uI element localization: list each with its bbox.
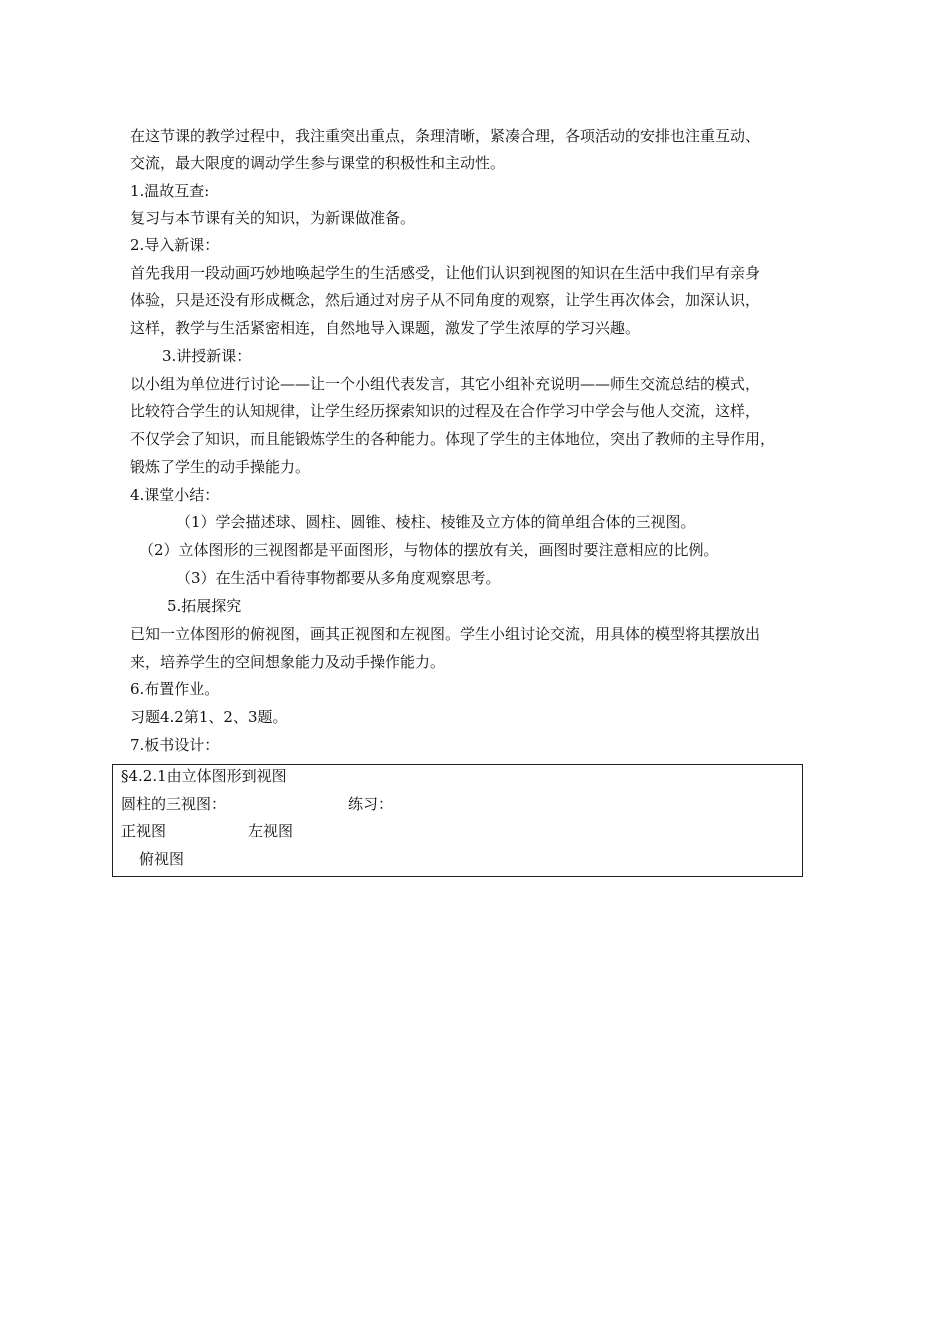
board-top-view: 俯视图 [139,850,185,868]
heading-teaching: 3.讲授新课： [162,347,252,365]
heading-intro-new: 2.导入新课： [130,236,220,254]
paragraph-intro-new-line-3: 这样，教学与生活紧密相连，自然地导入课题，激发了学生浓厚的学习兴趣。 [130,319,641,337]
paragraph-intro-new-line-1: 首先我用一段动画巧妙地唤起学生的生活感受，让他们认识到视图的知识在生活中我们早有亲身 [130,264,761,282]
heading-review: 1.温故互查: [130,182,210,200]
paragraph-intro-line-2: 交流，最大限度的调动学生参与课堂的积极性和主动性。 [130,154,506,172]
board-practice-label: 练习： [348,795,394,813]
paragraph-teaching-line-2: 比较符合学生的认知规律，让学生经历探索知识的过程及在合作学习中学会与他人交流，这样， [130,402,761,420]
board-title: §4.2.1由立体图形到视图 [121,767,287,785]
heading-board-design: 7.板书设计： [130,736,220,754]
summary-item-1: （1）学会描述球、圆柱、圆锥、棱柱、棱锥及立方体的简单组合体的三视图。 [176,513,696,531]
paragraph-extension-line-2: 来，培养学生的空间想象能力及动手操作能力。 [130,653,446,671]
paragraph-teaching-line-3: 不仅学会了知识，而且能锻炼学生的各种能力。体现了学生的主体地位，突出了教师的主导作用， [130,430,776,448]
paragraph-teaching-line-1: 以小组为单位进行讨论——让一个小组代表发言，其它小组补充说明——师生交流总结的模式， [130,375,761,393]
paragraph-review: 复习与本节课有关的知识，为新课做准备。 [130,209,416,227]
paragraph-intro-new-line-2: 体验，只是还没有形成概念，然后通过对房子从不同角度的观察，让学生再次体会，加深认识， [130,291,761,309]
heading-homework: 6.布置作业。 [130,680,220,698]
board-front-view: 正视图 [121,822,167,840]
board-cylinder-label: 圆柱的三视图： [121,795,227,813]
paragraph-homework: 习题4.2第1、2、3题。 [130,708,288,726]
paragraph-teaching-line-4: 锻炼了学生的动手操能力。 [130,458,311,476]
summary-item-3: （3）在生活中看待事物都要从多角度观察思考。 [176,569,501,587]
paragraph-intro-line-1: 在这节课的教学过程中，我注重突出重点，条理清晰，紧凑合理，各项活动的安排也注重互动、 [130,127,761,145]
heading-summary: 4.课堂小结： [130,486,220,504]
board-left-view: 左视图 [248,822,294,840]
heading-extension: 5.拓展探究 [167,597,242,615]
summary-item-2: （2）立体图形的三视图都是平面图形，与物体的摆放有关，画图时要注意相应的比例。 [139,541,719,559]
paragraph-extension-line-1: 已知一立体图形的俯视图，画其正视图和左视图。学生小组讨论交流，用具体的模型将其摆放出 [130,625,761,643]
board-design-box [112,764,803,877]
